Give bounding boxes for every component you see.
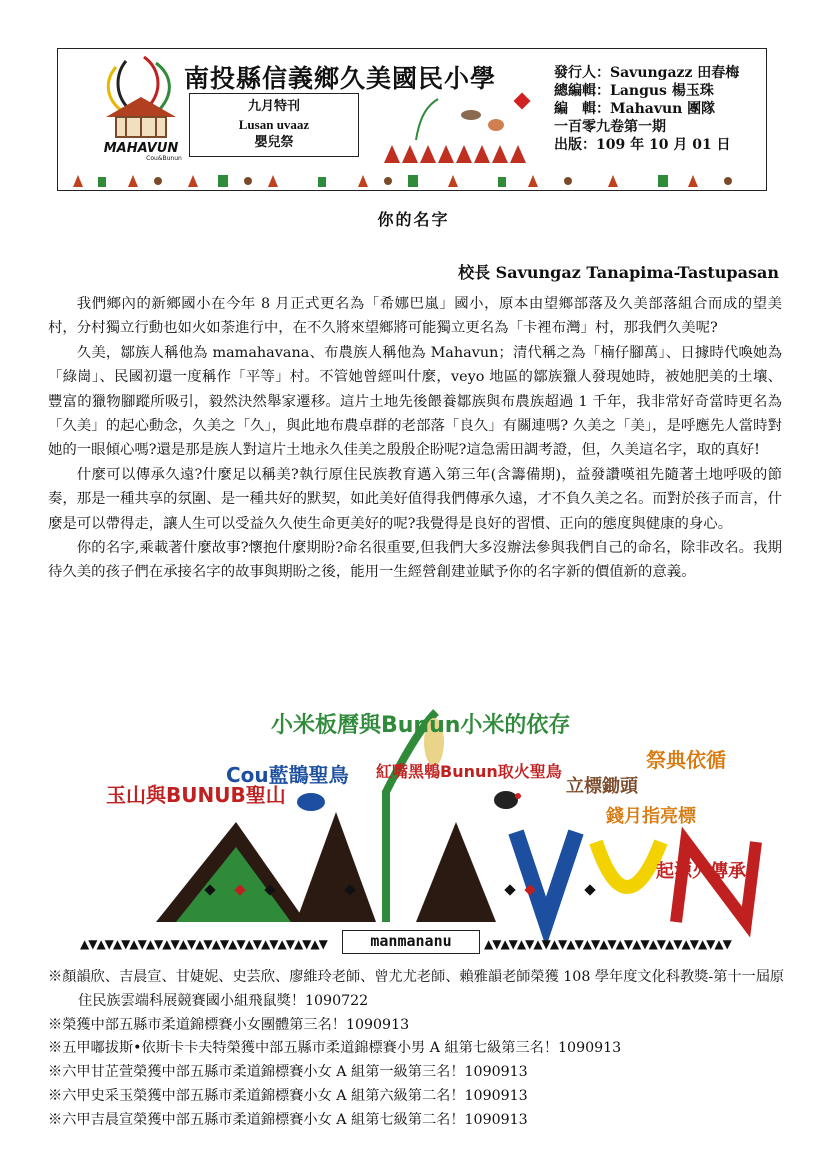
issue-subtitle: Lusan uvaaz: [238, 117, 310, 132]
decorative-band: [68, 169, 758, 187]
letter-n: [676, 842, 756, 922]
svg-text:MAHAVUN: MAHAVUN: [103, 141, 179, 156]
svg-text:立標鋤頭: 立標鋤頭: [566, 776, 638, 797]
news-item: ※六甲吉晨宣榮獲中部五縣市柔道錦標賽小女 A 組第七級第二名！1090913: [48, 1111, 528, 1128]
mahavun-logo: [86, 53, 196, 161]
volume: 一百零九卷第一期: [554, 119, 666, 135]
news-item: ※六甲史采玉榮獲中部五縣市柔道錦標賽小女 A 組第六級第二名！1090913: [48, 1087, 528, 1104]
issue-subtitle-zh: 嬰兒祭: [254, 135, 294, 150]
svg-text:Cou藍鵲聖鳥: Cou藍鵲聖鳥: [226, 763, 349, 787]
black-bulbul-icon: [494, 791, 518, 809]
letter-a1: [296, 812, 376, 922]
svg-text:祭典依循: 祭典依循: [646, 748, 726, 772]
article-author: 校長 Savungaz Tanapima-Tastupasan: [458, 263, 779, 282]
news-item: ※顏韻欣、吉晨宣、甘婕妮、史芸欣、廖維玲老師、曾尤尤老師、賴雅韻老師榮獲 108 學年度文化科教獎-第十一屆原住民族雲端科展競賽國小組飛鼠獎！1090722: [48, 969, 785, 1009]
paragraph: 你的名字,乘載著什麼故事?懷抱什麼期盼?命名很重要,但我們大多沒辦法參與我們自己的命名，除非改名。我期待久美的孩子們在承接名字的故事與期盼之後，能用一生經營創建並賦予你的名字新的價值新的意義。: [48, 540, 782, 581]
mahavun-word-art: [86, 672, 786, 944]
letter-v: [516, 832, 576, 922]
issue-box: [189, 93, 359, 157]
publish-date: 出版：109 年 10 月 01 日: [554, 137, 731, 153]
article-body: [48, 292, 782, 585]
svg-text:Cou&Bunun: Cou&Bunun: [146, 155, 182, 161]
masthead: [57, 48, 767, 191]
editor: 編 輯：Mahavun 團隊: [554, 101, 716, 117]
letter-a2: [416, 822, 496, 922]
svg-text:起源火傳承: 起源火傳承: [656, 861, 746, 882]
paragraph: 久美，鄒族人稱他為 mamahavana、布農族人稱他為 Mahavun；清代稱之為「楠仔腳萬」、日據時代喚她為「綠崗」、民國初還一度稱作「平等」村。不管她曾經叫什麼，veyo 地區的鄒族獵人發現她時，被她肥美的土壤、豐富的獵物腳蹤所吸引，毅然決然舉家遷移。這片土地先後餵養鄒族與布農族超過 1 千年，我非常好奇當時更名為「久美」的起心動念，久美之「久」，與此地布農卓群的老部落「良久」有關連嗎? 久美之「美」，是呼應先人當時對她的一眼傾心嗎?還是那是族人對這片土地永久佳美之殷殷企盼呢?這急需田調考證，但，久美這名字，取的真好!: [48, 344, 782, 459]
news-list: [48, 966, 788, 1133]
chief-editor: 總編輯：Langus 楊玉珠: [554, 83, 714, 99]
news-item: ※榮獲中部五縣市柔道錦標賽小女團體第三名！1090913: [48, 1016, 410, 1033]
publication-info: [554, 64, 739, 154]
triangle-border-left: ▲▼▲▼▲▼▲▼▲▼▲▼▲▼▲▼▲▼▲▼▲▼▲▼▲▼▲▼▲▼: [80, 937, 327, 951]
svg-text:玉山與BUNUB聖山: 玉山與BUNUB聖山: [106, 783, 286, 807]
svg-text:紅嘴黑鵯Bunun取火聖鳥: 紅嘴黑鵯Bunun取火聖鳥: [376, 762, 562, 781]
svg-text:錢月指亮標: 錢月指亮標: [606, 806, 696, 827]
manmananu-label: manmananu: [342, 930, 480, 954]
festival-illustration: [376, 85, 546, 165]
svg-text:小米板曆與Bunun小米的依存: 小米板曆與Bunun小米的依存: [271, 713, 571, 738]
paragraph: 我們鄉內的新鄉國小在今年 8 月正式更名為「希娜巴嵐」國小，原本由望鄉部落及久美部落組合而成的望美村，分村獨立行動也如火如荼進行中，在不久將來望鄉將可能獨立更名為「卡裡布灣」村，那我們久美呢?: [48, 296, 782, 337]
blue-magpie-icon: [297, 793, 325, 811]
school-name: 南投縣信義鄉久美國民小學: [184, 64, 497, 93]
issue-title: 九月特刊: [247, 99, 300, 114]
paragraph: 什麼可以傳承久遠?什麼足以稱美?執行原住民族教育邁入第三年(含籌備期)，益發讚嘆祖先隨著土地呼吸的節奏，那是一種共享的氛圍、是一種共好的默契，如此美好值得我們傳承久遠，才不負久美之名。而對於孩子而言，什麼是可以帶得走，讓人生可以受益久久使生命更美好的呢?我覺得是良好的習慣、正向的態度與健康的身心。: [48, 466, 782, 532]
letter-u: [596, 842, 661, 887]
publisher: 發行人：Savungazz 田春梅: [554, 65, 740, 81]
article-title: 你的名字: [377, 210, 450, 229]
triangle-border-right: ▲▼▲▼▲▼▲▼▲▼▲▼▲▼▲▼▲▼▲▼▲▼▲▼▲▼▲▼▲▼: [484, 937, 731, 951]
news-item: ※五甲嘟拔斯•依斯卡卡夫特榮獲中部五縣市柔道錦標賽小男 A 組第七級第三名！1090913: [48, 1040, 622, 1057]
news-item: ※六甲甘芷萱榮獲中部五縣市柔道錦標賽小女 A 組第一級第三名！1090913: [48, 1064, 528, 1081]
